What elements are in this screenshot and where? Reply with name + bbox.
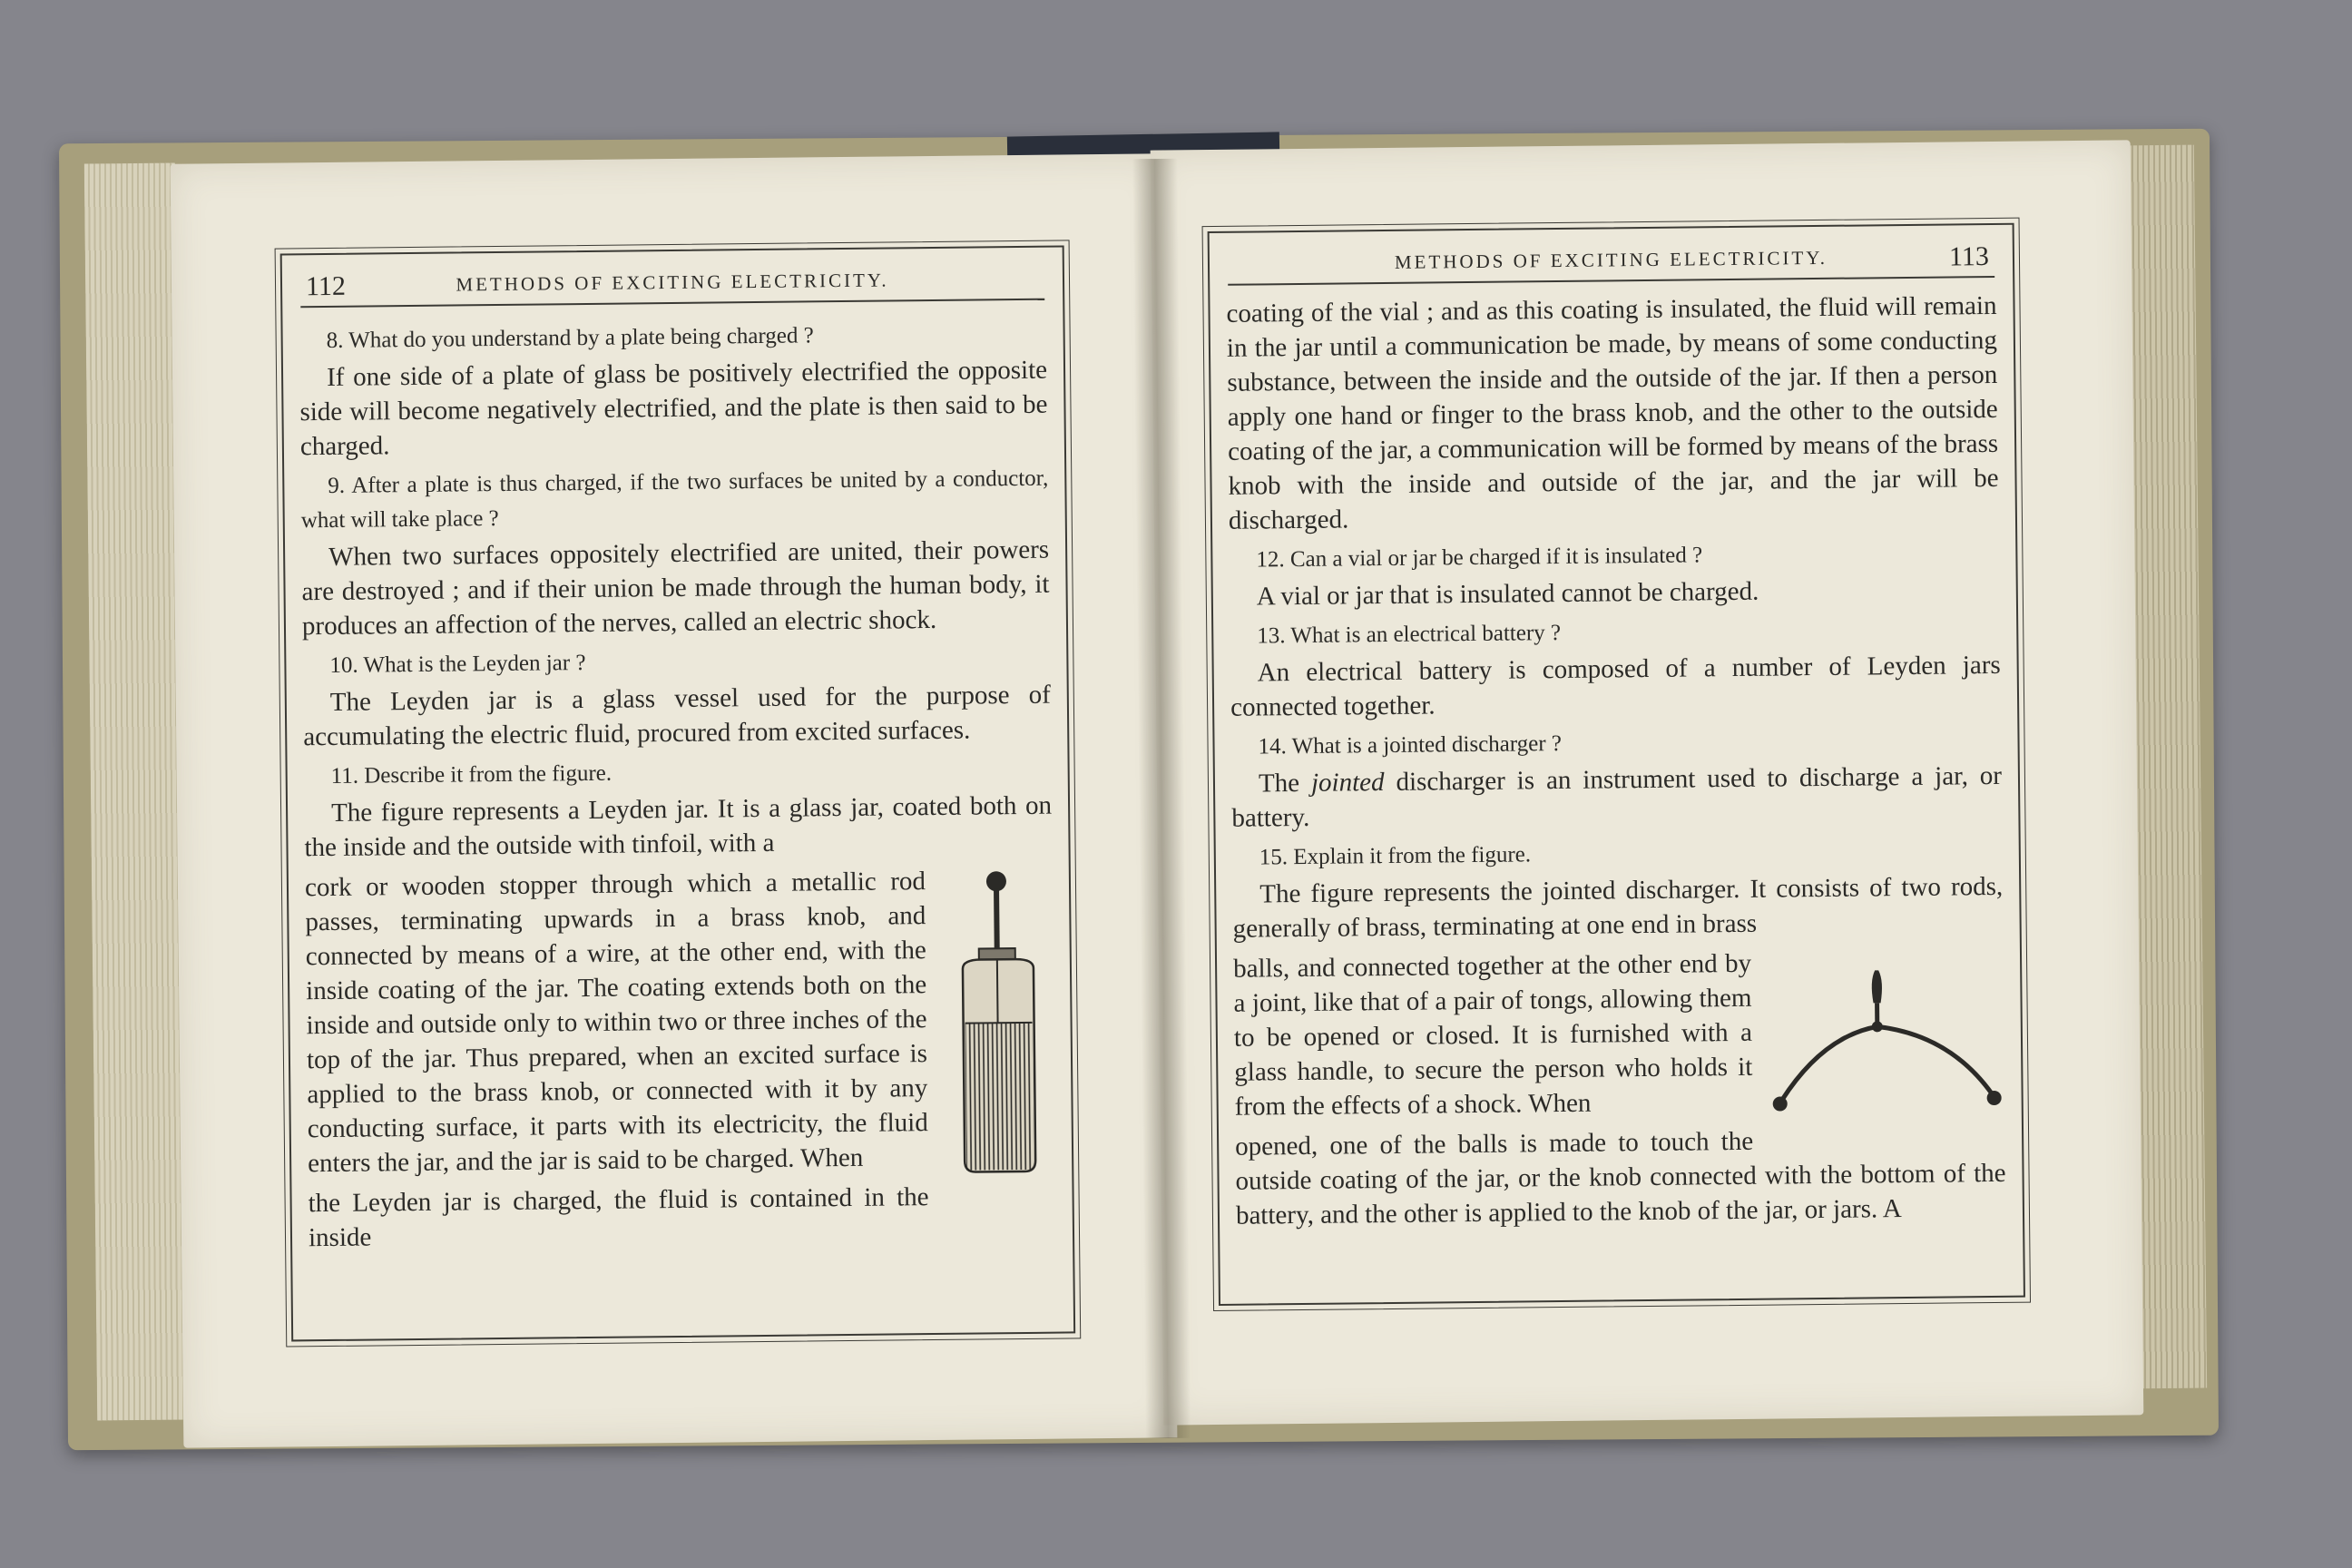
running-head: METHODS OF EXCITING ELECTRICITY.: [456, 269, 889, 296]
jointed-discharger-figure: [1768, 962, 2005, 1137]
right-page-frame: [1208, 223, 2025, 1306]
answer-11-continued: coating of the vial ; and as this coating is insulated, the fluid will remain in the jar until a communication be made, by means of some conducting substance, between the inside and the outside of the jar. If then a person apply one hand or finger to the brass knob, and the other to the outside coating of the jar, a communication will be formed by means of the brass knob with the inside and outside of the jar, and the jar will be discharged.: [1226, 290, 1999, 535]
answer-14-pre: The: [1258, 769, 1300, 799]
left-page: [171, 153, 1178, 1447]
question-12: 12. Can a vial or jar be charged if it is insulated ?: [1256, 543, 1703, 573]
left-page-body: [299, 311, 1056, 1261]
answer-14-post: discharger is an instrument used to discharge a jar, or battery.: [1231, 760, 2003, 833]
leyden-jar-icon: [944, 868, 1056, 1178]
answer-15-intro: The figure represents the jointed discharger. It consists of two rods, generally of brass, terminating at one end in brass: [1232, 871, 2004, 944]
question-15: 15. Explain it from the figure.: [1259, 842, 1532, 870]
page-number: 113: [1948, 241, 1990, 272]
answer-11-wrap: cork or wooden stopper through which a metallic rod passes, terminating upwards in a brass knob, and connected by means of a wire, at the other end, with the inside coating of the jar. The coating extends both on the inside and outside only to within two or three inches of the top of the jar. Thus prepared, when an excited surface is applied to the brass knob, or connected with it by any conducting surface, it parts with its electricity, the fluid enters the jar, and the jar is said to be charged. When: [304, 867, 928, 1179]
answer-8: If one side of a plate of glass be positively electrified the opposite side will become negatively electrified, and the plate is then said to be charged.: [299, 355, 1048, 462]
right-page-body: [1226, 289, 2006, 1239]
answer-9: When two surfaces oppositely electrified are united, their powers are destroyed ; and if their union be made through the human body, it produces an affection of the nerves, called an electric shock.: [301, 534, 1050, 642]
question-14: 14. What is a jointed discharger ?: [1258, 730, 1563, 760]
answer-10: The Leyden jar is a glass vessel used for the purpose of accumulating the electric fluid, procured from excited surfaces.: [303, 680, 1051, 752]
question-13: 13. What is an electrical battery ?: [1257, 620, 1562, 649]
question-8: 8. What do you understand by a plate being charged ?: [326, 323, 814, 353]
answer-11-end: the Leyden jar is charged, the fluid is contained in the inside: [308, 1182, 929, 1253]
page-number: 112: [305, 270, 347, 302]
answer-13: An electrical battery is composed of a number of Leyden jars connected together.: [1230, 650, 2001, 722]
right-page-header: [1228, 232, 1994, 286]
answer-14: [1231, 759, 2003, 836]
left-page-header: [300, 255, 1044, 309]
running-head: METHODS OF EXCITING ELECTRICITY.: [1394, 246, 1828, 273]
question-11: 11. Describe it from the figure.: [330, 760, 612, 789]
answer-12: A vial or jar that is insulated cannot be charged.: [1256, 576, 1759, 612]
leyden-jar-figure: [944, 868, 1056, 1187]
question-9: 9. After a plate is thus charged, if the two surfaces be united by a conductor, what will take place ?: [300, 466, 1049, 534]
question-10: 10. What is the Leyden jar ?: [329, 651, 586, 678]
right-page: [1151, 140, 2144, 1425]
answer-14-emphasis: jointed: [1310, 768, 1385, 798]
left-page-frame: [280, 245, 1076, 1341]
answer-15-end: opened, one of the balls is made to touch the outside coating of the jar, or the knob connected with the bottom of the battery, and the other is applied to the knob of the jar, or jars. A: [1235, 1126, 2006, 1230]
jointed-discharger-icon: [1768, 962, 2005, 1128]
answer-11-intro: The figure represents a Leyden jar. It is a glass jar, coated both on the inside and the outside with tinfoil, with a: [304, 790, 1053, 863]
answer-15-wrap: balls, and connected together at the other end by a joint, like that of a pair of tongs, allowing them to be opened or closed. It is furnished with a glass handle, to secure the person who holds it from the effects of a shock. When: [1232, 948, 1753, 1122]
